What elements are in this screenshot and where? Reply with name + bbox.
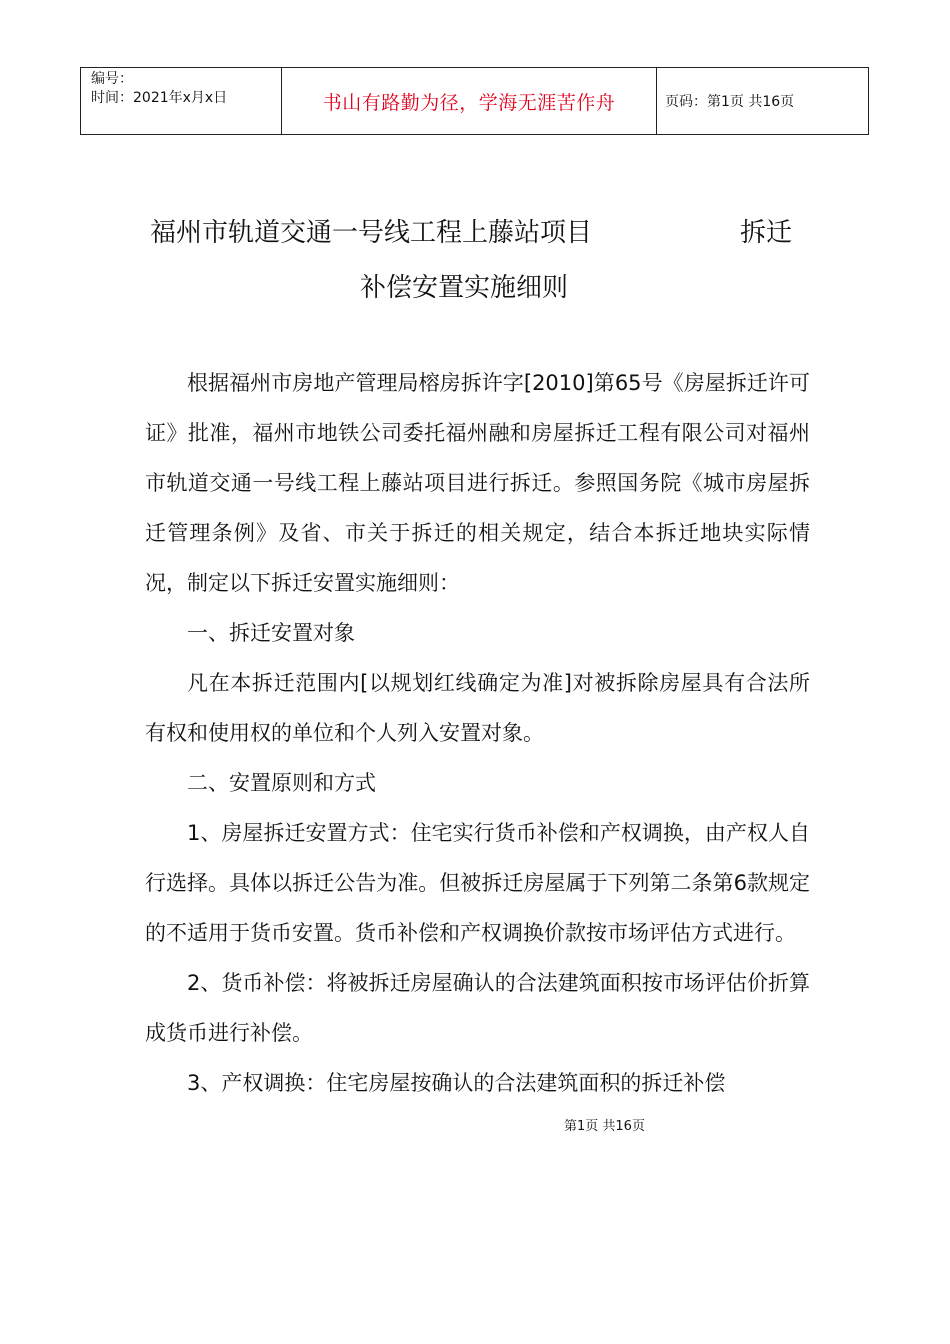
paragraph: 凡在本拆迁范围内[以规划红线确定为准]对被拆除房屋具有合法所有权和使用权的单位和个人列入安置对象。 xyxy=(145,671,810,745)
motto: 书山有路勤为径，学海无涯苦作舟 xyxy=(282,68,657,134)
title-line1-left: 福州市轨道交通一号线工程上藤站项目 xyxy=(150,218,593,248)
paragraph: 根据福州市房地产管理局榕房拆许字[2010]第65号《房屋拆迁许可证》批准，福州市地铁公司委托福州融和房屋拆迁工程有限公司对福州市轨道交通一号线工程上藤站项目进行拆迁。参照国务院《城市房屋拆迁管理条例》及省、市关于拆迁的相关规定，结合本拆迁地块实际情况，制定以下拆迁安置实施细则： xyxy=(145,371,810,595)
header-table xyxy=(80,67,869,135)
paragraph: 3、产权调换：住宅房屋按确认的合法建筑面积的拆迁补偿 xyxy=(187,1071,726,1095)
title-line1-right: 拆迁 xyxy=(740,218,793,248)
title-line2: 补偿安置实施细则 xyxy=(360,273,569,303)
page-number: 第1页 共16页 xyxy=(564,1119,645,1134)
date-label: 时间：2021年x月x日 xyxy=(91,90,228,106)
document-body xyxy=(145,358,810,1108)
serial-label: 编号： xyxy=(91,71,133,87)
paragraph: 2、货币补偿：将被拆迁房屋确认的合法建筑面积按市场评估价折算成货币进行补偿。 xyxy=(145,971,810,1045)
header-meta-cell xyxy=(81,68,282,134)
page-info: 页码：第1页 共16页 xyxy=(665,94,795,110)
paragraph: 1、房屋拆迁安置方式：住宅实行货币补偿和产权调换，由产权人自行选择。具体以拆迁公告为准。但被拆迁房屋属于下列第二条第6款规定的不适用于货币安置。货币补偿和产权调换价款按市场评估方式进行。 xyxy=(145,821,810,945)
section-heading: 二、安置原则和方式 xyxy=(187,771,376,795)
section-heading: 一、拆迁安置对象 xyxy=(187,621,355,645)
